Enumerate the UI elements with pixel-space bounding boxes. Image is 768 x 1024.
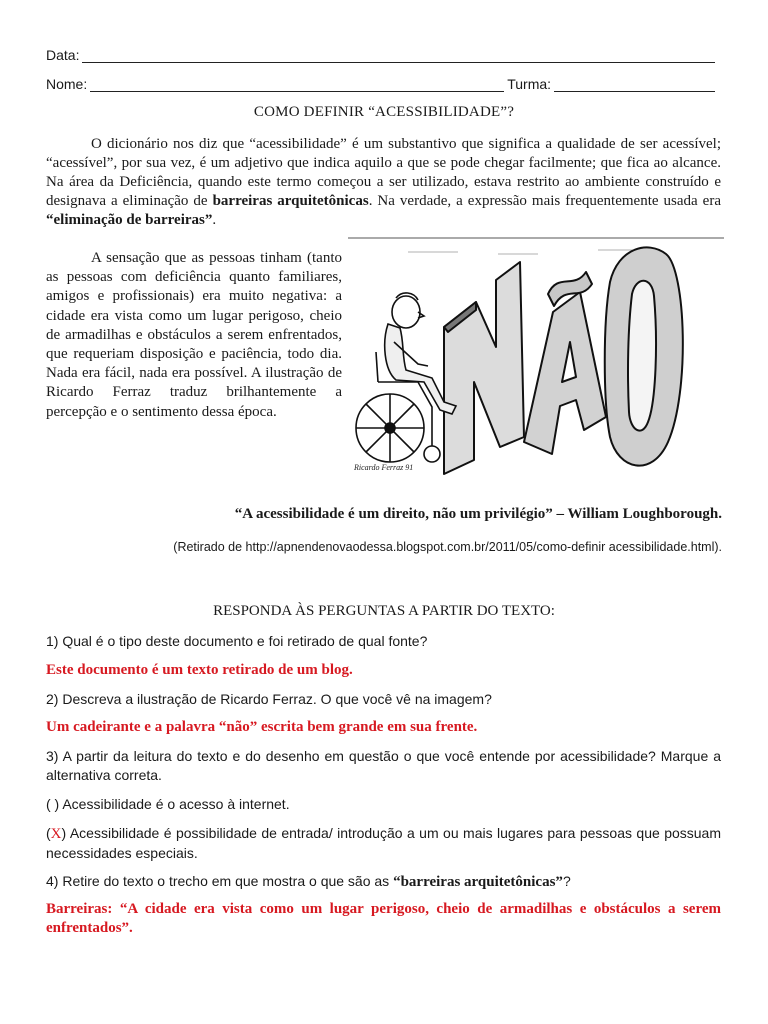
answer-4: Barreiras: “A cidade era vista como um lugar perigoso, cheio de armadilhas e obstáculos a serem enfrentados”. — [46, 901, 721, 936]
source-citation: (Retirado de http://apnendenovaodessa.blogspot.com.br/2011/05/como-definir acessibilidade.html). — [173, 540, 722, 554]
question-4-text-1: 4) Retire do texto o trecho em que mostra o que são as — [46, 873, 394, 889]
date-field-row — [46, 43, 718, 63]
intro-text-1: O dicionário nos diz que “acessibilidade” é um substantivo que significa a qualidade de ser acessível; “acessível”, por sua vez, é um adjetivo que indica aquilo a que se pode chegar facilmente; que fica ao alcance. Na área da Deficiência, quando este termo começou a ser utilizado, estava restrito ao ambiente construído e designava a eliminação de — [46, 136, 721, 209]
option-1 — [46, 795, 721, 814]
intro-text-2: . Na verdade, a expressão mais frequentemente usada era — [368, 193, 721, 209]
left-column-paragraph: A sensação que as pessoas tinham (tanto as pessoas com deficiência quanto familiares, amigos e profissionais) era muito negativa: a cidade era vista como um lugar perigoso, cheio de armadilhas e obstáculos a serem enfrentados, que requeriam disposição e paciência, todo dia. Nada era fácil, nada era possível. A ilustração de Ricardo Ferraz traduz brilhantemente a percepção e o sentimento dessa época. — [46, 250, 342, 420]
intro-paragraph — [46, 135, 721, 230]
question-4-text-2: ? — [562, 873, 571, 889]
wheelchair-user — [356, 293, 456, 462]
questions-section-title: RESPONDA ÀS PERGUNTAS A PARTIR DO TEXTO: — [213, 603, 555, 619]
question-2: 2) Descreva a ilustração de Ricardo Ferraz. O que você vê na imagem? — [46, 691, 492, 707]
question-3: 3) A partir da leitura do texto e do desenho em questão o que você entende por acessibilidade? Marque a alternativa correta. — [46, 748, 721, 783]
option-2 — [46, 824, 721, 863]
option-2-checkbox[interactable]: (X) — [46, 825, 67, 842]
question-1: 1) Qual é o tipo deste documento e foi retirado de qual fonte? — [46, 633, 428, 649]
option-2-text: Acessibilidade é possibilidade de entrada/ introdução a um ou mais lugares para pessoas que possuam necessidades especiais. — [46, 825, 721, 861]
name-label: Nome: — [46, 76, 88, 92]
date-input-line[interactable] — [82, 49, 715, 63]
page-title: COMO DEFINIR “ACESSIBILIDADE”? — [253, 104, 515, 120]
illustration-svg — [348, 232, 724, 484]
intro-bold-1: barreiras arquitetônicas — [212, 193, 369, 209]
name-class-row — [46, 72, 718, 92]
date-label: Data: — [46, 47, 80, 63]
intro-bold-2: “eliminação de barreiras” — [46, 212, 213, 228]
option-1-checkbox[interactable]: ( ) — [46, 796, 60, 812]
option-1-text: Acessibilidade é o acesso à internet. — [59, 796, 290, 812]
quote: “A acessibilidade é um direito, não um privilégio” – William Loughborough. — [234, 506, 722, 522]
ricardo-ferraz-illustration — [348, 232, 724, 484]
option-2-x-mark: X — [50, 826, 62, 842]
illustration-signature: Ricardo Ferraz 91 — [354, 463, 414, 472]
class-input-line[interactable] — [554, 78, 715, 92]
class-label: Turma: — [507, 76, 552, 92]
question-4 — [46, 872, 721, 892]
name-input-line[interactable] — [90, 78, 504, 92]
answer-1: Este documento é um texto retirado de um blog. — [46, 662, 353, 678]
intro-text-3: . — [212, 212, 217, 228]
answer-2: Um cadeirante e a palavra “não” escrita bem grande em sua frente. — [46, 719, 478, 735]
nao-letters — [444, 247, 683, 474]
question-4-bold: “barreiras arquitetônicas” — [393, 874, 563, 890]
